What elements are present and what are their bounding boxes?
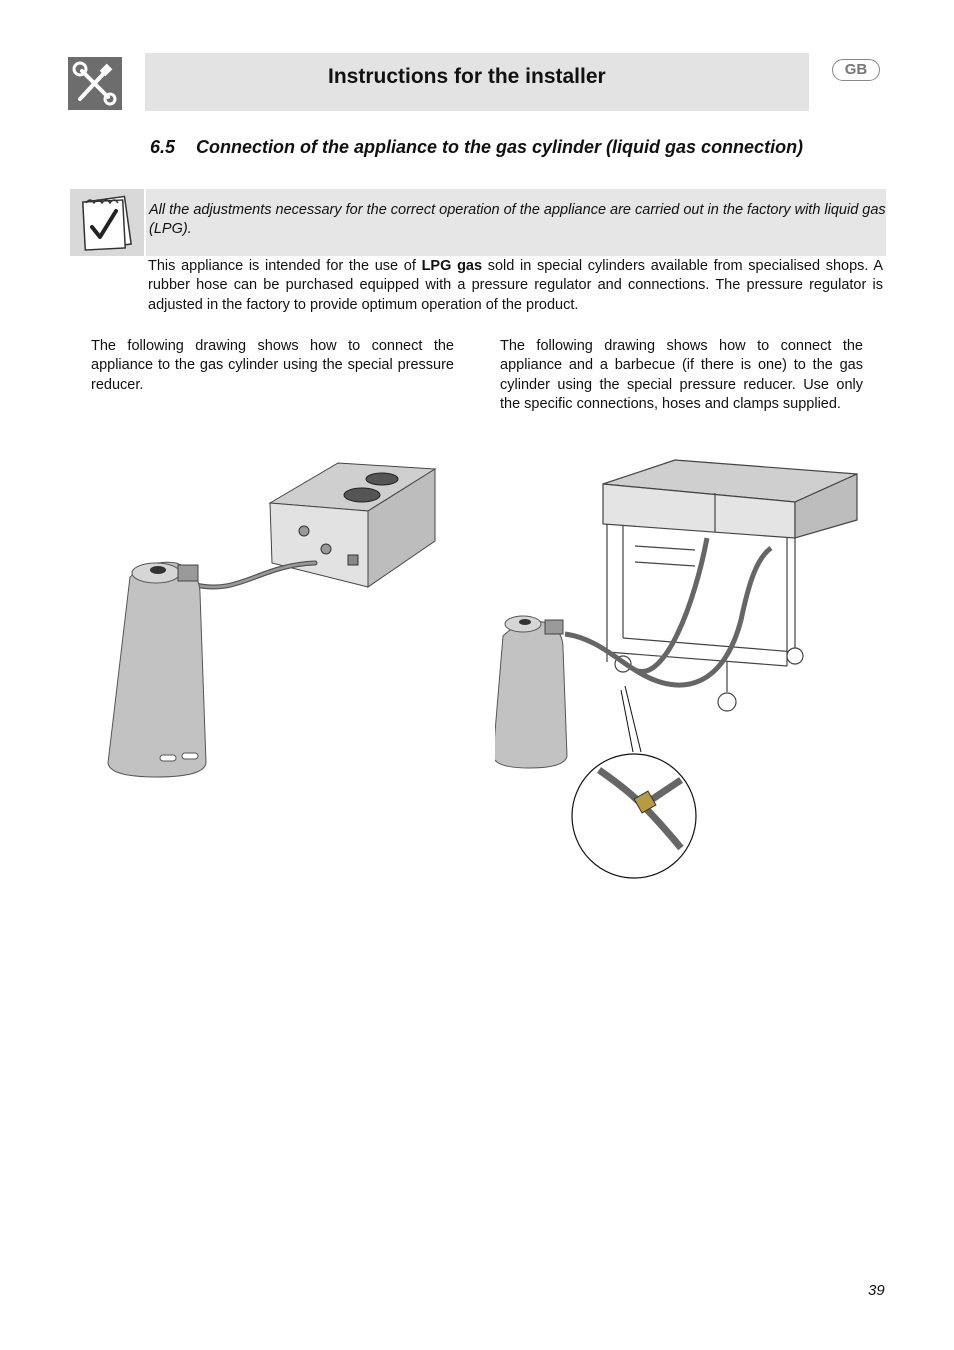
language-badge: GB bbox=[832, 59, 880, 81]
intro-text-end: sold in special cylinders available from specialised shops. A rubber hose can be purchased equipped with a pressure regulator and connections. The pressure regulator is adjusted in the factory to provide optimum operation of the product. bbox=[148, 258, 883, 313]
left-column-text: The following drawing shows how to connect the appliance to the gas cylinder using the special pressure reducer. bbox=[91, 338, 454, 393]
gas-cylinder bbox=[108, 562, 206, 777]
section-heading bbox=[150, 137, 803, 158]
page-title: Instructions for the installer bbox=[328, 65, 606, 88]
cooktop-appliance bbox=[270, 463, 435, 587]
intro-text-start: This appliance is intended for the use of bbox=[148, 258, 422, 274]
cylinder-to-appliance-and-barbecue-illustration bbox=[495, 452, 875, 882]
page-number: 39 bbox=[868, 1282, 885, 1299]
cylinder-to-appliance-illustration bbox=[100, 455, 440, 785]
gas-cylinder bbox=[495, 616, 567, 768]
intro-bold-term: LPG gas bbox=[421, 258, 483, 274]
section-title: Connection of the appliance to the gas cylinder (liquid gas connection) bbox=[196, 137, 804, 157]
section-number: 6.5 bbox=[150, 137, 176, 157]
checklist-note-icon bbox=[70, 189, 144, 256]
tools-icon bbox=[68, 57, 122, 110]
t-connector-detail-callout bbox=[572, 754, 696, 878]
right-column-text: The following drawing shows how to connect the appliance and a barbecue (if there is one) to the gas cylinder using the special pressure reducer. Use only the specific connections, hoses and clamps supplied. bbox=[500, 338, 863, 412]
note-text: All the adjustments necessary for the correct operation of the appliance are carried out in the factory with liquid gas (LPG). bbox=[149, 202, 886, 237]
intro-paragraph bbox=[148, 257, 883, 315]
